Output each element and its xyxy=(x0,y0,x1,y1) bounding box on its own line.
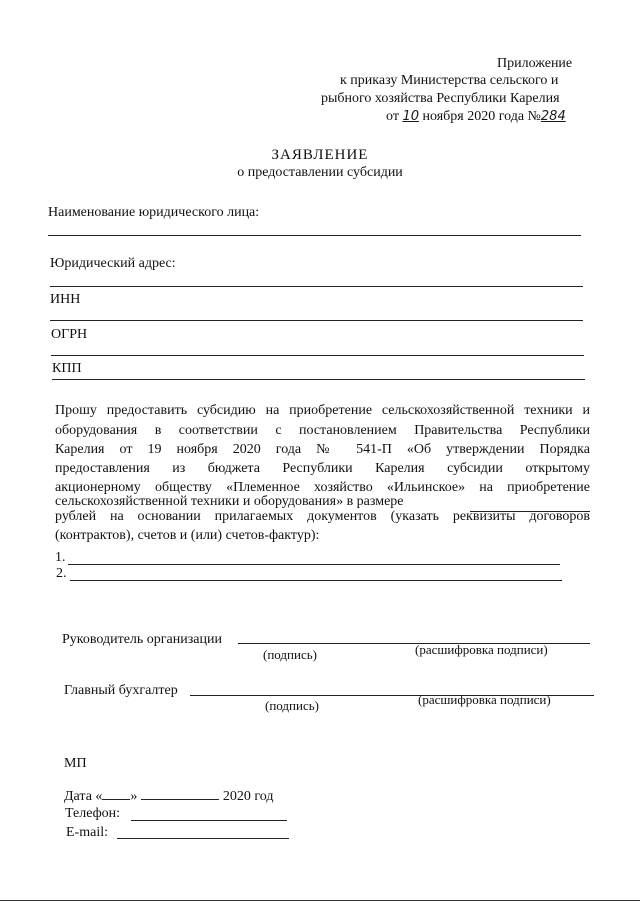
page-title: ЗАЯВЛЕНИЕ xyxy=(271,147,369,163)
doc-item-2-line[interactable] xyxy=(70,580,562,581)
accountant-label: Главный бухгалтер xyxy=(64,683,178,698)
ogrn-line[interactable] xyxy=(51,355,584,356)
handwritten-day: 10 xyxy=(402,109,419,124)
doc-item-1-line[interactable] xyxy=(68,564,560,565)
appendix-ministry: рыбного хозяйства Республики Карелия xyxy=(321,91,560,106)
legal-address-label: Юридический адрес: xyxy=(50,256,176,271)
legal-name-label: Наименование юридического лица: xyxy=(48,205,260,220)
date-label: Дата « » 2020 год xyxy=(64,789,274,804)
page-subtitle: о предоставлении субсидии xyxy=(237,165,403,180)
accountant-signature-caption: (подпись) xyxy=(265,698,319,713)
doc-item-2-number: 2. xyxy=(56,566,67,581)
legal-address-line[interactable] xyxy=(50,286,583,287)
director-decoding-caption: (расшифровка подписи) xyxy=(415,642,548,657)
kpp-line[interactable] xyxy=(52,379,585,380)
appendix-title: Приложение xyxy=(497,56,573,71)
phone-line[interactable] xyxy=(131,820,287,821)
handwritten-number: 284 xyxy=(540,109,566,124)
director-signature-caption: (подпись) xyxy=(263,647,317,662)
body-line-1: Прошу предоставить субсидию на приобретение сельскохозяйственной техники и xyxy=(55,403,590,418)
inn-line[interactable] xyxy=(50,320,583,321)
email-label: E-mail: xyxy=(66,825,108,840)
ogrn-label: ОГРН xyxy=(51,327,88,342)
accountant-decoding-caption: (расшифровка подписи) xyxy=(418,692,551,707)
doc-item-1-number: 1. xyxy=(55,550,66,565)
director-label: Руководитель организации xyxy=(62,632,222,647)
body-line-7: рублей на основании прилагаемых документов (указать реквизиты договоров xyxy=(55,509,590,524)
body-line-3: Карелия от 19 ноября 2020 года № 541-П «Об утверждении Порядка xyxy=(55,442,590,457)
date-month-blank[interactable] xyxy=(141,799,219,800)
stamp-place-label: МП xyxy=(64,756,87,771)
phone-label: Телефон: xyxy=(65,806,121,821)
appendix-date-line: от 10 ноября 2020 года №284 xyxy=(386,109,566,124)
body-line-4: предоставления из бюджета Республики Карелия субсидии открытому xyxy=(55,461,590,476)
inn-label: ИНН xyxy=(50,292,81,307)
page-bottom-edge xyxy=(0,900,640,901)
legal-name-line[interactable] xyxy=(48,235,581,236)
body-line-8: (контрактов), счетов и (или) счетов-фактур): xyxy=(55,528,320,543)
appendix-order-ref: к приказу Министерства сельского и xyxy=(340,73,559,88)
date-day-blank[interactable] xyxy=(102,799,130,800)
body-line-2: оборудования в соответствии с постановлением Правительства Республики xyxy=(55,423,590,438)
email-line[interactable] xyxy=(117,838,289,839)
body-line-6: сельскохозяйственной техники и оборудования» в размере xyxy=(55,494,404,509)
body-line-5: акционерному обществу «Племенное хозяйство «Ильинское» на приобретение xyxy=(55,480,590,495)
kpp-label: КПП xyxy=(52,361,82,376)
